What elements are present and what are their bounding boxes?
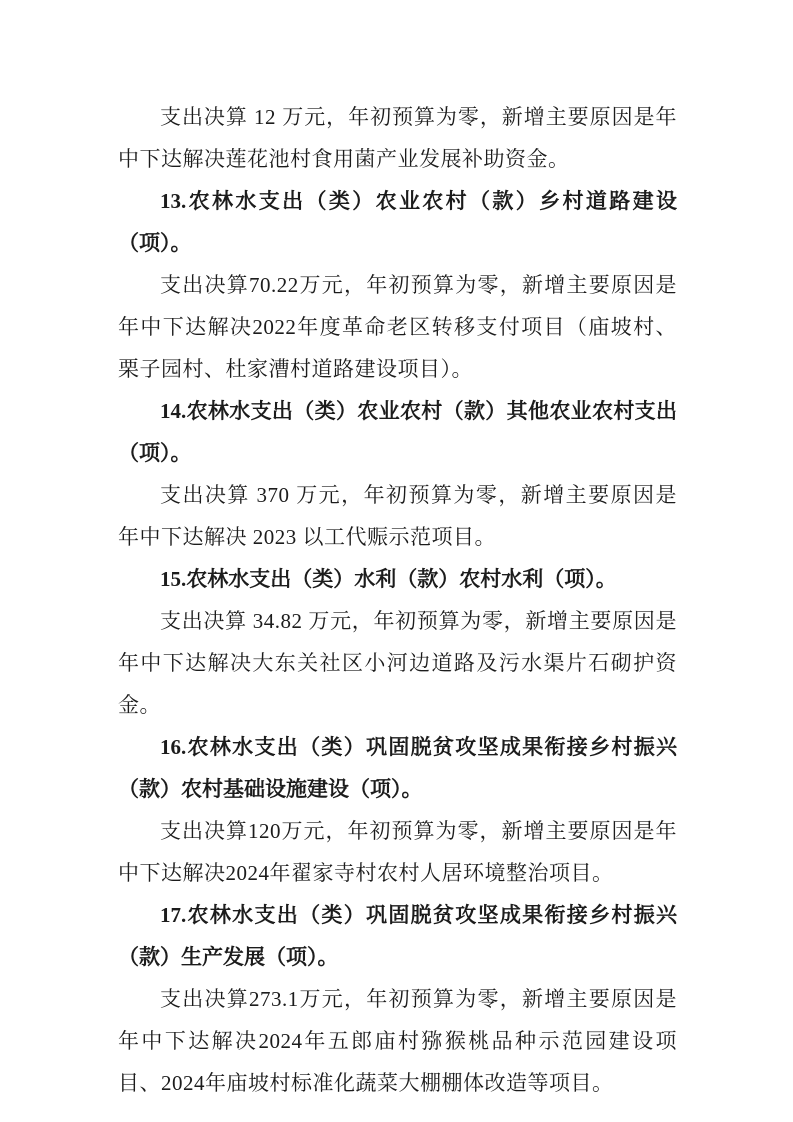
paragraph-item-16-detail: 支出决算120万元，年初预算为零，新增主要原因是年中下达解决2024年翟家寺村农村人居环境整治项目。 (118, 819, 677, 885)
heading-item-14: 14.农林水支出（类）农业农村（款）其他农业农村支出（项）。 (118, 399, 677, 465)
paragraph-item-17-detail: 支出决算273.1万元，年初预算为零，新增主要原因是年中下达解决2024年五郎庙村猕猴桃品种示范园建设项目、2024年庙坡村标准化蔬菜大棚棚体改造等项目。 (118, 987, 677, 1095)
heading-item-13: 13.农林水支出（类）农业农村（款）乡村道路建设（项）。 (118, 189, 677, 255)
paragraph-item-13-detail: 支出决算70.22万元，年初预算为零，新增主要原因是年中下达解决2022年度革命老区转移支付项目（庙坡村、栗子园村、杜家漕村道路建设项目）。 (118, 273, 677, 381)
paragraph-item-14-detail: 支出决算 370 万元，年初预算为零，新增主要原因是年中下达解决 2023 以工代赈示范项目。 (118, 483, 677, 549)
paragraph-item-15-detail: 支出决算 34.82 万元，年初预算为零，新增主要原因是年中下达解决大东关社区小河边道路及污水渠片石砌护资金。 (118, 609, 677, 717)
heading-item-17: 17.农林水支出（类）巩固脱贫攻坚成果衔接乡村振兴（款）生产发展（项）。 (118, 903, 677, 969)
heading-item-16: 16.农林水支出（类）巩固脱贫攻坚成果衔接乡村振兴（款）农村基础设施建设（项）。 (118, 735, 677, 801)
paragraph-item-12-detail: 支出决算 12 万元，年初预算为零，新增主要原因是年中下达解决莲花池村食用菌产业发展补助资金。 (118, 105, 677, 171)
heading-item-15: 15.农林水支出（类）水利（款）农村水利（项）。 (160, 567, 617, 591)
